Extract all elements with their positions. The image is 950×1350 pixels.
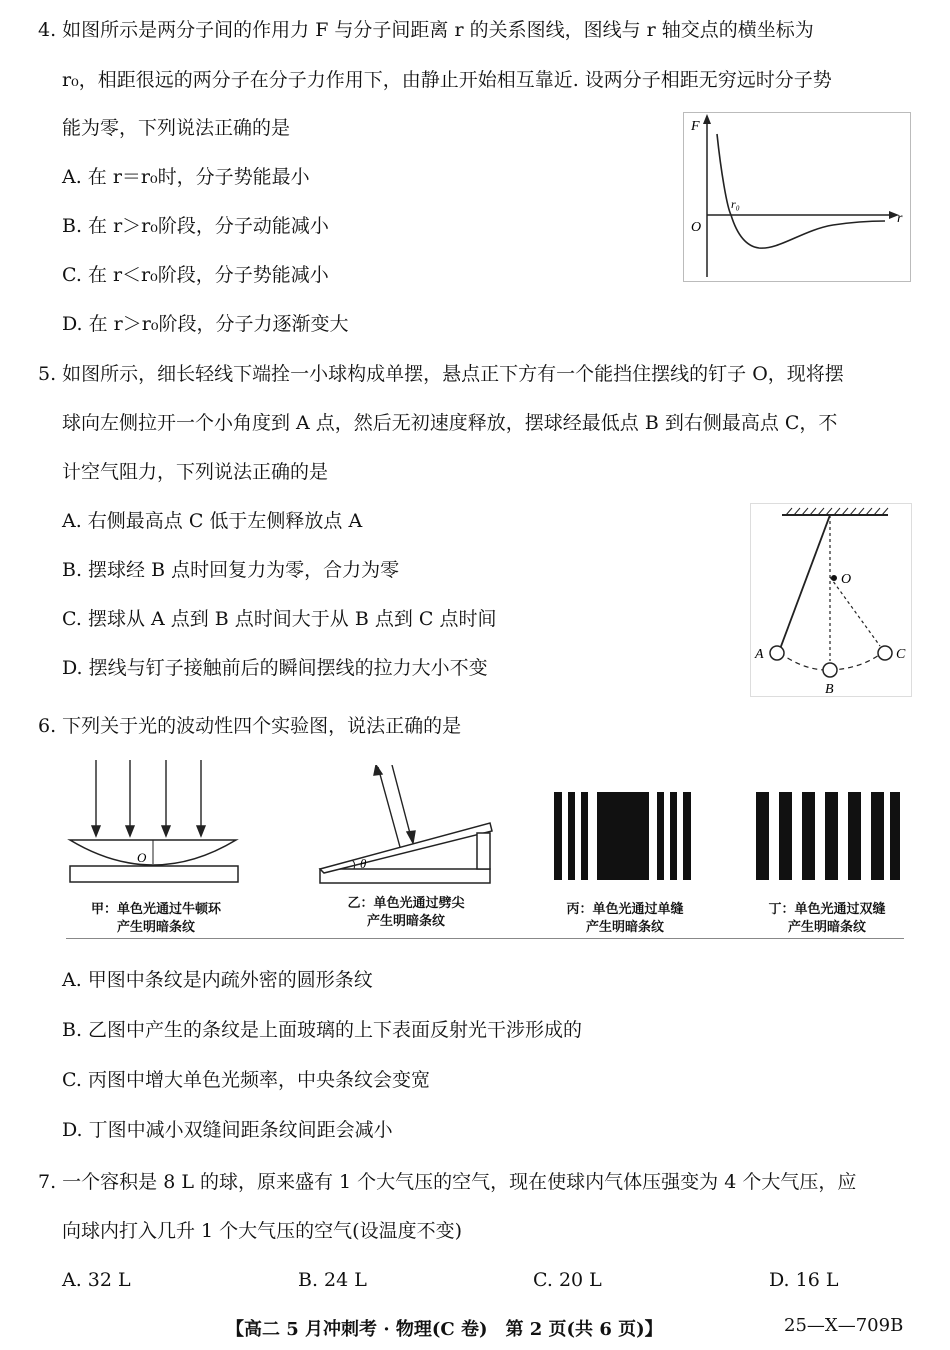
- q4-option-c: C. 在 r＜r₀阶段，分子势能减小: [62, 264, 329, 286]
- glass-plate: [70, 866, 238, 882]
- q6-stem: 6. 下列关于光的波动性四个实验图，说法正确的是: [38, 715, 462, 737]
- exam-code: 25—X—709B: [784, 1315, 904, 1336]
- panel2-caption: [316, 895, 496, 931]
- pendulum-figure: [750, 503, 912, 697]
- q5-line-3: 计空气阻力，下列说法正确的是: [62, 461, 329, 483]
- bottom-glass: [320, 869, 490, 883]
- label-b: B: [825, 682, 834, 697]
- q7-line-1: 7. 一个容积是 8 L 的球，原来盛有 1 个大气压的空气，现在使球内气体压强变为 4 个大气压，应: [38, 1171, 857, 1193]
- ball-a: [770, 646, 784, 660]
- q7-option-d: D. 16 L: [769, 1269, 839, 1291]
- q4-option-d: D. 在 r＞r₀阶段，分子力逐渐变大: [62, 313, 349, 335]
- r-axis-label: r: [897, 211, 903, 226]
- q7-option-c: C. 20 L: [533, 1269, 602, 1291]
- q5-option-b: B. 摆球经 B 点时回复力为零，合力为零: [62, 559, 400, 581]
- origin-label: O: [691, 220, 702, 235]
- panel3-caption: [540, 901, 710, 937]
- panel1-caption-line2: 产生明暗条纹: [116, 920, 195, 935]
- nail-dot: [831, 575, 837, 581]
- r0-label: r₀: [731, 197, 740, 211]
- panel4-caption-line2: 产生明暗条纹: [787, 920, 866, 935]
- q7-option-a: A. 32 L: [62, 1269, 131, 1291]
- ball-c: [878, 646, 892, 660]
- single-slit-pattern: [550, 790, 700, 882]
- ball-b: [823, 663, 837, 677]
- force-curve: [717, 134, 885, 248]
- double-slit-pattern: [752, 790, 902, 882]
- force-distance-graph: [683, 112, 911, 282]
- panel4-caption-line1: 丁：单色光通过双缝: [768, 902, 886, 917]
- nail-label: O: [841, 572, 852, 587]
- panel4-caption: [742, 901, 912, 937]
- q5-option-d: D. 摆线与钉子接触前后的瞬间摆线的拉力大小不变: [62, 657, 488, 679]
- panel3-caption-line2: 产生明暗条纹: [585, 920, 664, 935]
- panel2-caption-line1: 乙：单色光通过劈尖: [347, 896, 465, 911]
- q4-line-3: 能为零，下列说法正确的是: [62, 117, 291, 139]
- spacer: [477, 833, 490, 869]
- panel3-caption-line1: 丙：单色光通过单缝: [566, 902, 684, 917]
- f-axis-label: F: [691, 119, 700, 134]
- q4-option-a: A. 在 r＝r₀时，分子势能最小: [62, 166, 310, 188]
- q6-option-c: C. 丙图中增大单色光频率，中央条纹会变宽: [62, 1069, 430, 1091]
- q4-line-1: 4. 如图所示是两分子间的作用力 F 与分子间距离 r 的关系图线，图线与 r 轴交点的横坐标为: [38, 19, 814, 41]
- q7-option-b: B. 24 L: [298, 1269, 367, 1291]
- q4-line-2: r₀，相距很远的两分子在分子力作用下，由静止开始相互靠近. 设两分子相距无穷远时分子势: [62, 69, 832, 91]
- panel1-caption-line1: 甲：单色光通过牛顿环: [90, 902, 221, 917]
- panel2-caption-line2: 产生明暗条纹: [366, 914, 445, 929]
- label-c: C: [896, 647, 906, 662]
- top-glass: [320, 823, 492, 873]
- panel1-label: O: [137, 850, 147, 865]
- q6-option-b: B. 乙图中产生的条纹是上面玻璃的上下表面反射光干涉形成的: [62, 1019, 583, 1041]
- q5-option-a: A. 右侧最高点 C 低于左侧释放点 A: [62, 510, 363, 532]
- q5-line-2: 球向左侧拉开一个小角度到 A 点，然后无初速度释放，摆球经最低点 B 到右侧最高点 C，不: [62, 412, 838, 434]
- q6-option-d: D. 丁图中减小双缝间距条纹间距会减小: [62, 1119, 393, 1141]
- q4-option-b: B. 在 r＞r₀阶段，分子动能减小: [62, 215, 329, 237]
- q7-line-2: 向球内打入几升 1 个大气压的空气(设温度不变): [62, 1220, 462, 1242]
- string-after-nail: [830, 577, 880, 646]
- q5-line-1: 5. 如图所示，细长轻线下端拴一小球构成单摆，悬点正下方有一个能挡住摆线的钉子 O，现将摆: [38, 363, 844, 385]
- panel1-caption: [66, 901, 246, 937]
- panel2-label: θ: [360, 856, 367, 871]
- pendulum-string: [780, 515, 830, 649]
- q6-option-a: A. 甲图中条纹是内疏外密的圆形条纹: [62, 969, 373, 991]
- label-a: A: [755, 647, 764, 662]
- newton-rings-figure: [66, 760, 246, 886]
- figure-divider: [66, 938, 904, 939]
- wedge-figure: [316, 765, 496, 887]
- q5-option-c: C. 摆球从 A 点到 B 点时间大于从 B 点到 C 点时间: [62, 608, 497, 630]
- page-footer: 【高二 5 月冲刺考 · 物理(C 卷) 第 2 页(共 6 页)】: [226, 1319, 663, 1340]
